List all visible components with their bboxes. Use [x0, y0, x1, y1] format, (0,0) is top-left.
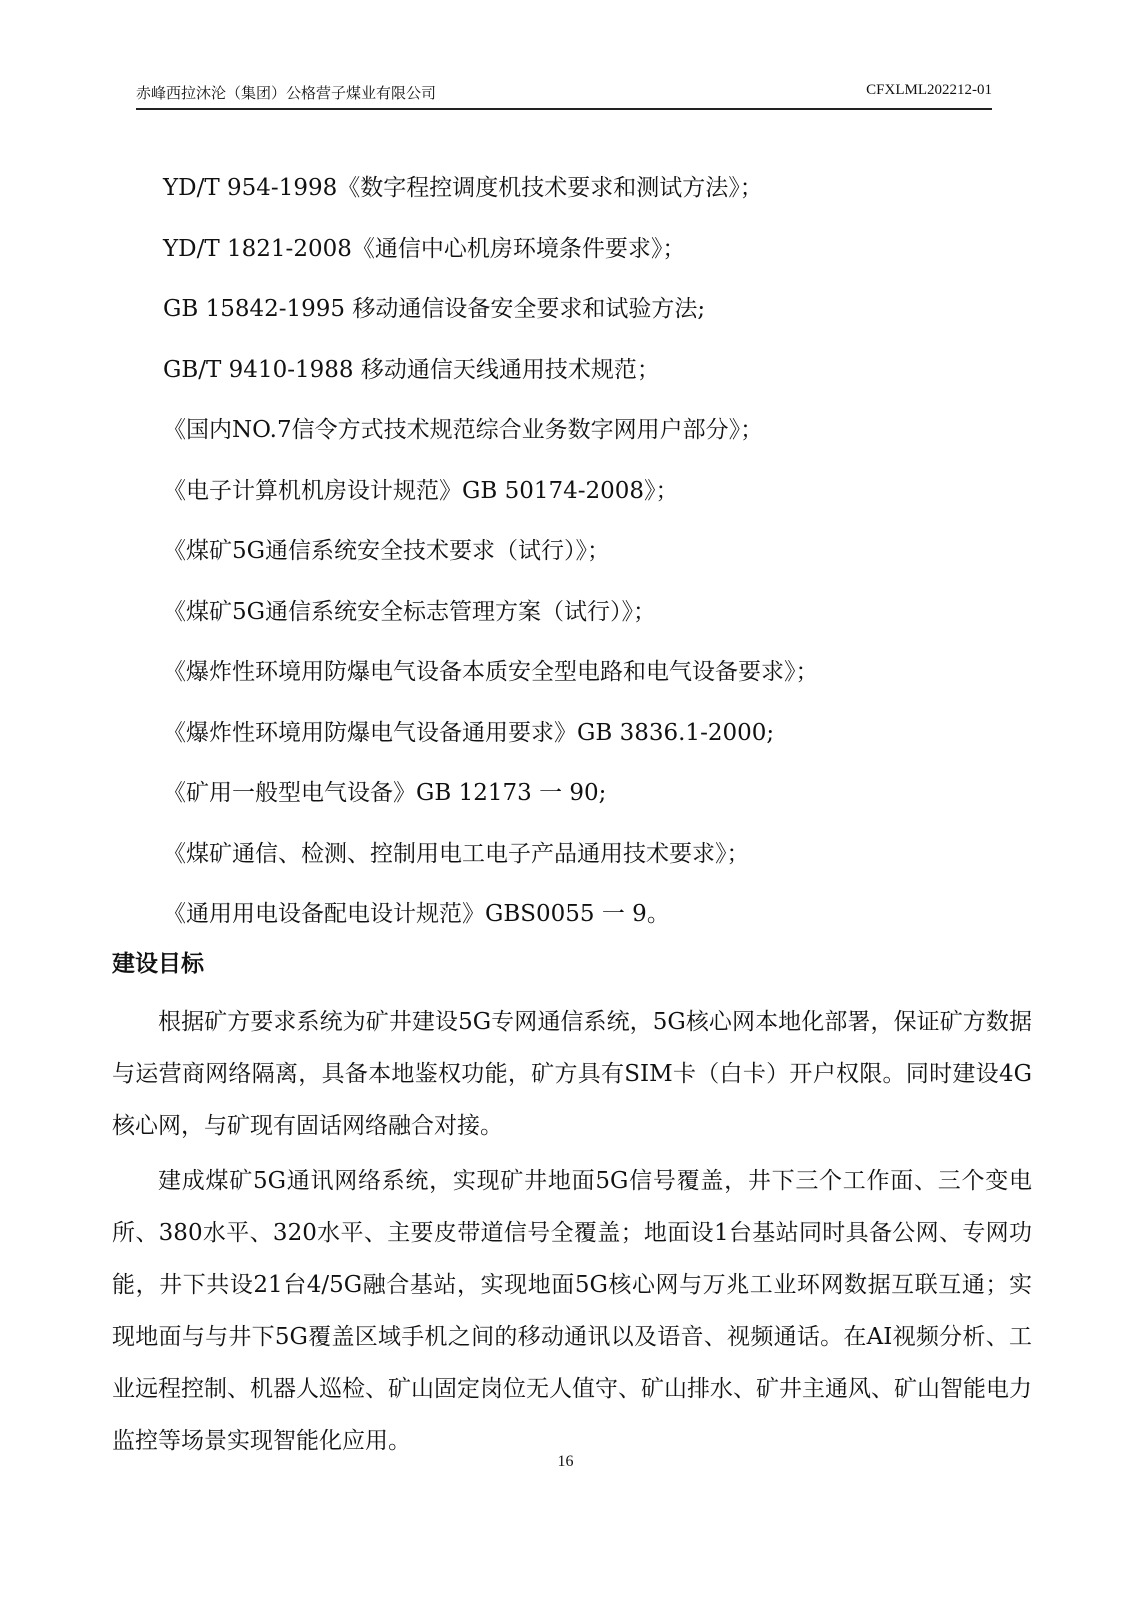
reference-item: 《煤矿5G通信系统安全技术要求（试行）》； [163, 538, 611, 564]
reference-item: YD/T 954-1998《数字程控调度机技术要求和测试方法》； [163, 175, 763, 201]
reference-item: 《爆炸性环境用防爆电气设备通用要求》GB 3836.1-2000; [163, 719, 775, 746]
section-heading: 建设目标 [112, 951, 204, 977]
reference-item: 《爆炸性环境用防爆电气设备本质安全型电路和电气设备要求》； [163, 659, 819, 685]
reference-item: 《煤矿通信、检测、控制用电工电子产品通用技术要求》； [163, 840, 750, 867]
reference-item: YD/T 1821-2008《通信中心机房环境条件要求》； [163, 235, 686, 262]
body-paragraph: 根据矿方要求系统为矿井建设5G专网通信系统，5G核心网本地化部署，保证矿方数据与运营商网络隔离，具备本地鉴权功能，矿方具有SIM卡（白卡）开户权限。同时建设4G核心网，与矿现有固话网络融合对接。 [112, 1009, 1032, 1139]
reference-item: 《通用用电设备配电设计规范》GBS0055 一 9。 [163, 901, 670, 927]
reference-item: 《矿用一般型电气设备》GB 12173 一 90; [163, 780, 607, 806]
header-document-code: CFXLML202212-01 [866, 82, 992, 98]
reference-item: 《煤矿5G通信系统安全标志管理方案（试行）》； [163, 598, 657, 625]
header-company-name: 赤峰西拉沐沦（集团）公格营子煤业有限公司 [136, 84, 437, 102]
body-paragraph: 建成煤矿5G通讯网络系统，实现矿井地面5G信号覆盖，井下三个工作面、三个变电所、380水平、320水平、主要皮带道信号全覆盖；地面设1台基站同时具备公网、专网功能，井下共设21台4/5G融合基站，实现地面5G核心网与万兆工业环网数据互联互通；实现地面与与井下5G覆盖区域手机之间的移动通讯以及语音、视频通话。在AI视频分析、工业远程控制、机器人巡检、矿山固定岗位无人值守、矿山排水、矿井主通风、矿山智能电力监控等场景实现智能化应用。 [112, 1168, 1032, 1454]
reference-item: 《电子计算机机房设计规范》GB 50174-2008》； [163, 477, 679, 504]
reference-item: GB 15842-1995 移动通信设备安全要求和试验方法; [163, 296, 706, 322]
page-number: 16 [557, 1453, 574, 1470]
reference-standards-list [163, 168, 1023, 955]
reference-item: 《国内NO.7信令方式技术规范综合业务数字网用户部分》； [163, 417, 764, 443]
reference-item: GB/T 9410-1988 移动通信天线通用技术规范； [163, 356, 660, 383]
page-header [136, 80, 992, 110]
